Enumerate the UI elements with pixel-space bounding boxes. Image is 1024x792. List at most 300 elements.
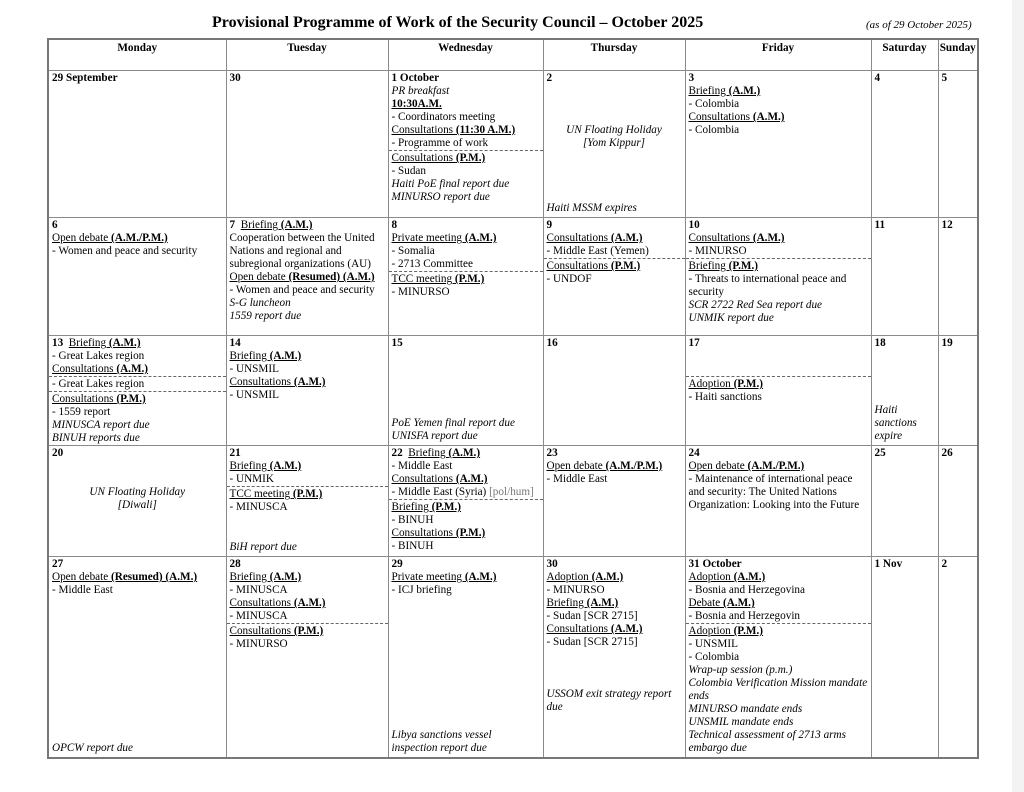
am-section bbox=[49, 557, 226, 597]
day-number-line bbox=[875, 447, 935, 460]
entry-text: Open debate bbox=[229, 271, 289, 283]
entry-text: - MINURSO bbox=[391, 286, 450, 298]
entry-text: Private meeting bbox=[391, 571, 465, 583]
day-number-line bbox=[230, 337, 385, 350]
entry-text: (P.M.) bbox=[455, 152, 486, 164]
entry-line bbox=[547, 571, 682, 584]
day-number-line bbox=[689, 558, 868, 571]
entry-text: UNMIK report due bbox=[688, 312, 774, 324]
entry-line bbox=[392, 85, 540, 98]
entry-text: PoE Yemen final report due bbox=[391, 417, 515, 429]
entry-text: Briefing bbox=[229, 350, 270, 362]
entry-line bbox=[52, 232, 223, 245]
entry-text: - UNSMIL bbox=[688, 638, 738, 650]
entry-text: Consultations bbox=[229, 625, 294, 637]
entry-line bbox=[689, 245, 868, 258]
entry-text: (Resumed) (A.M.) bbox=[111, 571, 198, 583]
day-number-line bbox=[547, 447, 682, 460]
am-section bbox=[686, 446, 871, 512]
day-number-line bbox=[942, 337, 975, 350]
am-section bbox=[872, 336, 938, 350]
am-section bbox=[872, 446, 938, 460]
entry-text: Haiti PoE final report due bbox=[391, 178, 510, 190]
entry-line bbox=[547, 124, 682, 137]
entry-text: Consultations bbox=[391, 124, 456, 136]
am-section bbox=[544, 557, 685, 714]
entry-line bbox=[52, 432, 223, 445]
entry-text: (Resumed) (A.M.) bbox=[288, 271, 375, 283]
entry-text: (A.M.) bbox=[269, 350, 302, 362]
entry-text: (A.M.) bbox=[269, 460, 302, 472]
entry-text: Open debate bbox=[52, 232, 112, 244]
entry-text: (P.M.) bbox=[292, 488, 323, 500]
page-title: Provisional Programme of Work of the Security Council – October 2025 bbox=[212, 14, 704, 31]
am-section bbox=[389, 336, 543, 350]
day-footnote bbox=[547, 202, 682, 215]
day-number: 7 bbox=[229, 219, 236, 231]
entry-text: Libya sanctions vessel inspection report due bbox=[391, 729, 492, 754]
entry-text: Briefing bbox=[408, 447, 449, 459]
day-cell bbox=[685, 71, 871, 218]
day-cell bbox=[871, 557, 938, 759]
day-number-line bbox=[942, 447, 975, 460]
day-number: 31 October bbox=[688, 558, 742, 570]
day-number: 5 bbox=[941, 72, 948, 84]
day-number: 8 bbox=[391, 219, 398, 231]
entry-line bbox=[52, 486, 223, 499]
day-number: 23 bbox=[546, 447, 558, 459]
day-cell bbox=[871, 446, 938, 557]
entry-line bbox=[230, 488, 385, 501]
entry-text: Private meeting bbox=[391, 232, 465, 244]
entry-text: - Threats to international peace and security bbox=[688, 273, 847, 298]
entry-text: (A.M./P.M.) bbox=[111, 232, 168, 244]
entry-line bbox=[689, 473, 868, 512]
entry-line bbox=[689, 597, 868, 610]
as-of-date: (as of 29 October 2025) bbox=[866, 19, 972, 31]
entry-text: PR breakfast bbox=[391, 85, 450, 97]
entry-line bbox=[392, 165, 540, 178]
am-section bbox=[686, 336, 871, 376]
entry-line bbox=[689, 716, 868, 729]
entry-line bbox=[689, 703, 868, 716]
day-number: 10 bbox=[688, 219, 700, 231]
entry-text: - MINURSO bbox=[229, 638, 288, 650]
entry-line bbox=[52, 419, 223, 432]
entry-line bbox=[230, 350, 385, 363]
day-number-line bbox=[547, 72, 682, 85]
entry-text: MINURSO mandate ends bbox=[688, 703, 803, 715]
pm-section bbox=[544, 258, 685, 286]
entry-text: (A.M.) bbox=[733, 571, 766, 583]
entry-text: Consultations bbox=[391, 473, 456, 485]
entry-line bbox=[547, 688, 682, 714]
entry-line bbox=[230, 610, 385, 623]
am-section bbox=[227, 218, 388, 323]
entry-text: (P.M.) bbox=[454, 273, 485, 285]
day-number-line bbox=[52, 72, 223, 85]
entry-text: - Middle East bbox=[391, 460, 453, 472]
entry-line bbox=[547, 98, 682, 111]
am-section bbox=[389, 71, 543, 150]
entry-text: - Great Lakes region bbox=[52, 350, 145, 362]
entry-line bbox=[689, 460, 868, 473]
entry-text: - MINUSCA bbox=[229, 610, 288, 622]
entry-text: - Great Lakes region bbox=[52, 378, 145, 390]
day-cell bbox=[388, 71, 543, 218]
pm-section bbox=[686, 258, 871, 325]
entry-line bbox=[547, 597, 682, 610]
day-number-line bbox=[689, 72, 868, 85]
day-number: 4 bbox=[874, 72, 881, 84]
entry-line bbox=[689, 625, 868, 638]
entry-text: - Haiti sanctions bbox=[688, 391, 762, 403]
am-section bbox=[939, 71, 978, 85]
day-number: 11 bbox=[874, 219, 886, 231]
day-number: 19 bbox=[941, 337, 953, 349]
day-cell bbox=[938, 336, 978, 446]
entry-text: (A.M.) bbox=[448, 447, 481, 459]
pm-section bbox=[49, 391, 226, 445]
pm-section bbox=[686, 623, 871, 755]
entry-line bbox=[689, 98, 868, 111]
entry-line bbox=[230, 310, 385, 323]
pm-section bbox=[389, 271, 543, 299]
entry-line bbox=[547, 623, 682, 636]
entry-line bbox=[547, 202, 682, 215]
entry-line bbox=[392, 460, 540, 473]
entry-line bbox=[689, 391, 868, 404]
day-cell bbox=[226, 446, 388, 557]
week-row bbox=[48, 71, 978, 218]
am-section bbox=[939, 218, 978, 232]
entry-text: Briefing bbox=[546, 597, 587, 609]
day-number: 20 bbox=[52, 447, 64, 459]
am-section bbox=[872, 218, 938, 232]
entry-line bbox=[392, 430, 540, 443]
entry-line bbox=[52, 584, 223, 597]
entry-text: Consultations bbox=[546, 623, 611, 635]
entry-text: (A.M.) bbox=[280, 219, 313, 231]
day-number-line bbox=[689, 337, 868, 350]
entry-text: Technical assessment of 2713 arms embargo due bbox=[688, 729, 846, 754]
entry-line bbox=[230, 473, 385, 486]
entry-line bbox=[392, 571, 540, 584]
day-cell bbox=[938, 446, 978, 557]
day-number-line bbox=[392, 72, 540, 85]
entry-text: MINURSO report due bbox=[391, 191, 490, 203]
entry-text: USSOM exit strategy report due bbox=[546, 688, 672, 713]
day-number-line bbox=[392, 558, 540, 571]
day-number: 30 bbox=[229, 72, 241, 84]
day-cell bbox=[48, 446, 226, 557]
day-number: 1 Nov bbox=[874, 558, 903, 570]
day-footnote bbox=[52, 742, 223, 755]
entry-text: Consultations bbox=[546, 260, 611, 272]
entry-text: Open debate bbox=[688, 460, 748, 472]
day-number-line bbox=[52, 447, 223, 460]
day-cell bbox=[685, 336, 871, 446]
entry-line bbox=[547, 610, 682, 623]
entry-text: TCC meeting bbox=[229, 488, 293, 500]
entry-text: - Sudan bbox=[391, 165, 426, 177]
entry-line bbox=[230, 284, 385, 297]
am-section bbox=[872, 557, 938, 571]
day-cell bbox=[685, 218, 871, 336]
day-number-line bbox=[689, 447, 868, 460]
entry-text: Consultations bbox=[391, 152, 456, 164]
day-number-line bbox=[230, 72, 385, 85]
entry-text: (P.M.) bbox=[728, 260, 759, 272]
day-cell bbox=[685, 446, 871, 557]
entry-line bbox=[230, 376, 385, 389]
entry-line bbox=[392, 98, 540, 111]
entry-line bbox=[547, 137, 682, 150]
entry-line bbox=[392, 232, 540, 245]
entry-line bbox=[392, 245, 540, 258]
am-section bbox=[544, 71, 685, 150]
entry-line bbox=[689, 232, 868, 245]
entry-text: Consultations bbox=[229, 597, 294, 609]
entry-text: Consultations bbox=[391, 527, 456, 539]
pm-section bbox=[49, 376, 226, 391]
entry-text: (P.M.) bbox=[733, 378, 763, 390]
entry-text: (A.M.) bbox=[464, 232, 497, 244]
entry-text: (A.M.) bbox=[610, 232, 643, 244]
entry-text: - BINUH bbox=[391, 514, 434, 526]
day-cell bbox=[388, 446, 543, 557]
entry-line bbox=[392, 584, 540, 597]
entry-line bbox=[689, 378, 868, 391]
entry-text: Haiti sanctions expire bbox=[874, 404, 917, 442]
weekday-header: Sunday bbox=[938, 39, 978, 71]
am-section bbox=[49, 336, 226, 376]
entry-line bbox=[52, 378, 223, 391]
entry-line bbox=[547, 111, 682, 124]
weekday-header: Saturday bbox=[871, 39, 938, 71]
pm-section bbox=[227, 623, 388, 651]
entry-line bbox=[392, 417, 540, 430]
day-cell bbox=[226, 218, 388, 336]
entry-line bbox=[689, 651, 868, 664]
day-cell bbox=[871, 71, 938, 218]
entry-text: Cooperation between the United Nations and regional and subregional organizations (AU) bbox=[229, 232, 375, 270]
entry-text: Wrap-up session (p.m.) bbox=[688, 664, 793, 676]
entry-text: SCR 2722 Red Sea report due bbox=[688, 299, 823, 311]
entry-line bbox=[547, 273, 682, 286]
am-section bbox=[49, 71, 226, 85]
day-cell bbox=[388, 336, 543, 446]
entry-text: - MINURSO bbox=[688, 245, 747, 257]
entry-line bbox=[689, 260, 868, 273]
entry-text: - Programme of work bbox=[391, 137, 489, 149]
entry-text: - MINURSO bbox=[546, 584, 605, 596]
am-section bbox=[872, 71, 938, 85]
entry-line bbox=[547, 232, 682, 245]
entry-line bbox=[230, 638, 385, 651]
entry-text: (A.M.) bbox=[464, 571, 497, 583]
entry-line bbox=[547, 584, 682, 597]
entry-line bbox=[230, 584, 385, 597]
entry-text: (A.M./P.M.) bbox=[747, 460, 805, 472]
entry-line bbox=[230, 297, 385, 310]
day-number: 29 bbox=[391, 558, 403, 570]
day-number: 28 bbox=[229, 558, 241, 570]
entry-text: - Colombia bbox=[688, 124, 740, 136]
entry-text: - BINUH bbox=[391, 540, 434, 552]
entry-line bbox=[689, 664, 868, 677]
am-section bbox=[389, 557, 543, 597]
entry-line bbox=[392, 111, 540, 124]
entry-line bbox=[392, 473, 540, 486]
day-cell bbox=[543, 336, 685, 446]
day-number: 6 bbox=[52, 219, 58, 231]
week-row bbox=[48, 446, 978, 557]
day-number: 24 bbox=[688, 447, 700, 459]
entry-text: BiH report due bbox=[229, 541, 297, 553]
entry-line bbox=[689, 363, 868, 376]
entry-text: Briefing bbox=[229, 571, 270, 583]
entry-text: (A.M.) bbox=[722, 597, 755, 609]
day-cell bbox=[543, 557, 685, 759]
day-number-line bbox=[875, 72, 935, 85]
entry-text: - UNSMIL bbox=[229, 363, 279, 375]
day-number-line bbox=[52, 219, 223, 232]
entry-line bbox=[689, 124, 868, 137]
am-section bbox=[686, 557, 871, 623]
entry-line bbox=[230, 389, 385, 402]
entry-text: (A.M.) bbox=[116, 363, 149, 375]
entry-line bbox=[52, 363, 223, 376]
am-section bbox=[544, 446, 685, 486]
entry-text: 1559 report due bbox=[229, 310, 302, 322]
entry-text: (P.M.) bbox=[610, 260, 641, 272]
entry-text: - Bosnia and Herzegovin bbox=[688, 610, 801, 622]
entry-text: Consultations bbox=[229, 376, 294, 388]
entry-text: - UNSMIL bbox=[229, 389, 279, 401]
am-section bbox=[939, 446, 978, 460]
am-section bbox=[49, 218, 226, 258]
entry-line bbox=[689, 312, 868, 325]
entry-line bbox=[689, 350, 868, 363]
entry-line bbox=[547, 662, 682, 675]
day-cell bbox=[48, 557, 226, 759]
day-number-line bbox=[230, 447, 385, 460]
entry-text: - Middle East bbox=[52, 584, 113, 596]
entry-text: (A.M.) bbox=[455, 473, 488, 485]
day-footnote bbox=[392, 729, 540, 755]
day-number: 30 bbox=[546, 558, 558, 570]
entry-line bbox=[230, 232, 385, 271]
entry-text: - Women and peace and security bbox=[52, 245, 198, 257]
entry-text: Consultations bbox=[52, 393, 117, 405]
entry-text: (A.M.) bbox=[269, 571, 302, 583]
entry-line bbox=[547, 636, 682, 649]
day-cell bbox=[685, 557, 871, 759]
am-section bbox=[544, 218, 685, 258]
day-cell bbox=[938, 557, 978, 759]
entry-line bbox=[230, 625, 385, 638]
am-section bbox=[227, 557, 388, 623]
entry-line bbox=[689, 729, 868, 755]
day-number: 18 bbox=[874, 337, 886, 349]
entry-line bbox=[392, 527, 540, 540]
entry-text: - UNDOF bbox=[546, 273, 592, 285]
entry-text: BINUH reports due bbox=[52, 432, 140, 444]
day-number: 21 bbox=[229, 447, 241, 459]
entry-line bbox=[52, 499, 223, 512]
day-number-line bbox=[547, 337, 682, 350]
entry-text: (A.M.) bbox=[293, 597, 326, 609]
day-cell bbox=[388, 218, 543, 336]
am-section bbox=[939, 336, 978, 350]
entry-text: Adoption bbox=[688, 625, 734, 637]
day-number: 22 bbox=[391, 447, 403, 459]
entry-text: (P.M.) bbox=[116, 393, 146, 405]
day-number-line bbox=[875, 558, 935, 571]
entry-text: [Yom Kippur] bbox=[582, 137, 646, 149]
day-number: 13 bbox=[52, 337, 64, 349]
day-number-line bbox=[942, 558, 975, 571]
weekday-header: Friday bbox=[685, 39, 871, 71]
entry-text: (P.M.) bbox=[293, 625, 324, 637]
entry-line bbox=[547, 460, 682, 473]
pm-section bbox=[686, 376, 871, 404]
entry-text: Consultations bbox=[688, 232, 753, 244]
entry-line bbox=[689, 111, 868, 124]
day-cell bbox=[543, 218, 685, 336]
day-cell bbox=[226, 557, 388, 759]
am-section bbox=[49, 446, 226, 512]
entry-text: S-G luncheon bbox=[229, 297, 291, 309]
am-section bbox=[227, 336, 388, 402]
weekday-header: Wednesday bbox=[388, 39, 543, 71]
entry-text: OPCW report due bbox=[52, 742, 133, 754]
entry-text: [Diwali] bbox=[117, 499, 157, 511]
day-footnote bbox=[875, 404, 935, 443]
entry-text: (P.M.) bbox=[431, 501, 462, 513]
entry-text: Haiti MSSM expires bbox=[546, 202, 637, 214]
entry-line bbox=[392, 152, 540, 165]
day-number: 2 bbox=[546, 72, 553, 84]
day-number: 27 bbox=[52, 558, 64, 570]
day-footnote bbox=[230, 541, 385, 554]
day-cell bbox=[871, 218, 938, 336]
entry-line bbox=[230, 271, 385, 284]
entry-text: Adoption bbox=[688, 378, 734, 390]
weekday-header: Tuesday bbox=[226, 39, 388, 71]
entry-text: - Somalia bbox=[391, 245, 435, 257]
entry-text: - 2713 Committee bbox=[391, 258, 473, 270]
entry-text: (P.M.) bbox=[455, 527, 486, 539]
entry-line bbox=[392, 729, 540, 755]
entry-text: Debate bbox=[688, 597, 723, 609]
entry-text: - MINUSCA bbox=[229, 584, 288, 596]
entry-text: (A.M.) bbox=[293, 376, 326, 388]
entry-line bbox=[230, 571, 385, 584]
entry-line bbox=[392, 258, 540, 271]
day-number: 16 bbox=[546, 337, 558, 349]
entry-text: Open debate bbox=[546, 460, 606, 472]
entry-text: - MINUSCA bbox=[229, 501, 288, 513]
entry-line bbox=[392, 286, 540, 299]
entry-line bbox=[689, 85, 868, 98]
day-cell bbox=[543, 71, 685, 218]
entry-text: (A.M./P.M.) bbox=[605, 460, 663, 472]
entry-line bbox=[547, 675, 682, 688]
entry-text: [pol/hum] bbox=[489, 486, 534, 498]
entry-text: Consultations bbox=[546, 232, 611, 244]
